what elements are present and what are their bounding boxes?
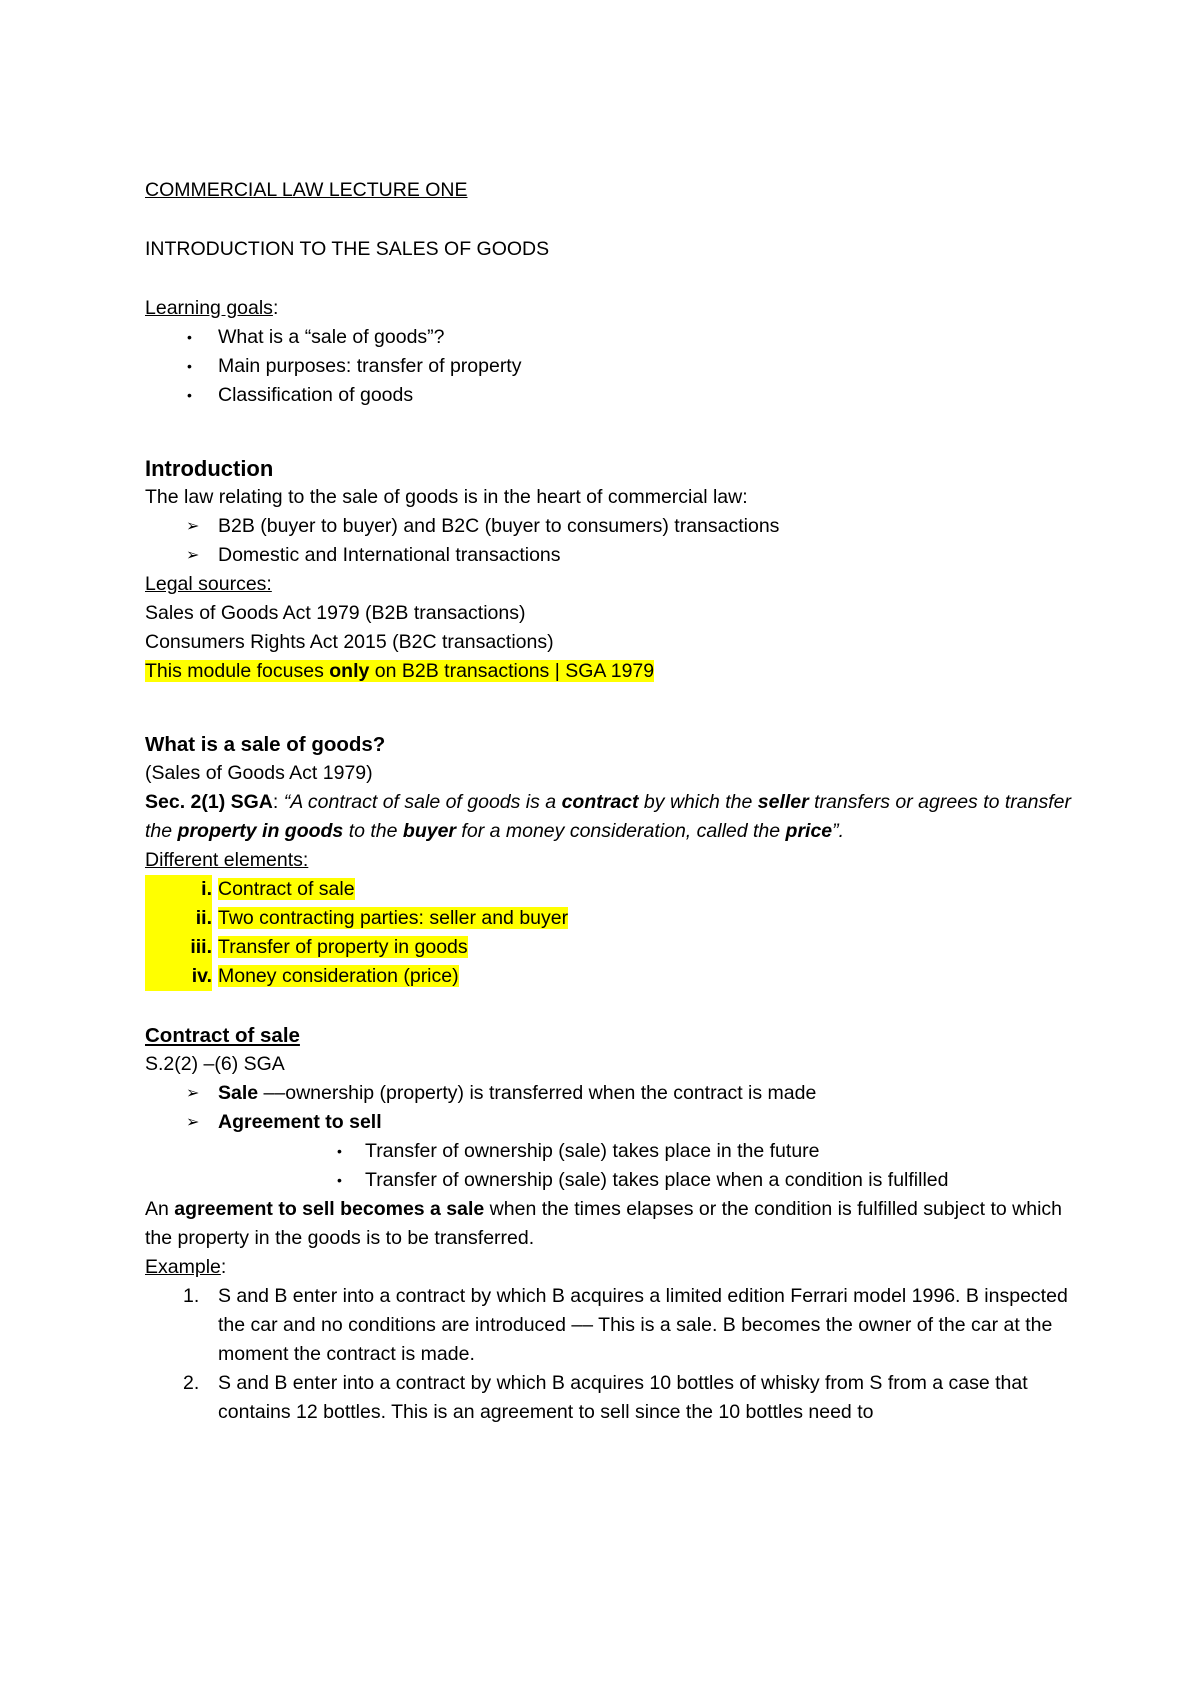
learning-goal-item: • Main purposes: transfer of property <box>145 352 1075 381</box>
bullet-icon: • <box>187 358 192 374</box>
sale-item: ➢ Sale ––ownership (property) is transferred when the contract is made <box>145 1079 1075 1108</box>
learning-goals-label: Learning goals: <box>145 297 279 319</box>
element-item: iv. Money consideration (price) <box>145 962 1075 991</box>
bullet-icon: • <box>337 1172 342 1188</box>
module-focus-note: This module focuses only on B2B transactions | SGA 1979 <box>145 660 655 682</box>
document-title: COMMERCIAL LAW LECTURE ONE <box>145 179 468 201</box>
elements-label: Different elements: <box>145 849 309 871</box>
bullet-icon: • <box>187 387 192 403</box>
learning-goal-item: • What is a “sale of goods”? <box>145 323 1075 352</box>
arrow-bullet-icon: ➢ <box>186 547 200 564</box>
arrow-bullet-icon: ➢ <box>186 1085 200 1102</box>
example-item: 1. S and B enter into a contract by which B acquires a limited edition Ferrari model 1996. B inspected the car and no conditions are introduced –– This is a sale. B becomes the owner of the car at the moment the contract is made. <box>183 1285 1068 1365</box>
bullet-icon: • <box>187 329 192 345</box>
introduction-heading: Introduction <box>145 456 274 481</box>
element-item: iii. Transfer of property in goods <box>145 933 1075 962</box>
document-content <box>145 176 1075 1427</box>
introduction-item: ➢ Domestic and International transactions <box>145 541 1075 570</box>
element-item: ii. Two contracting parties: seller and buyer <box>145 904 1075 933</box>
arrow-bullet-icon: ➢ <box>186 518 200 535</box>
introduction-item: ➢ B2B (buyer to buyer) and B2C (buyer to consumers) transactions <box>145 512 1075 541</box>
agreement-sub-item: • Transfer of ownership (sale) takes place in the future <box>145 1137 1075 1166</box>
section-definition: Sec. 2(1) SGA: “A contract of sale of goods is a contract by which the seller transfers or agrees to transfer the property in goods to the buyer for a money consideration, called the price”. <box>145 791 1071 842</box>
what-is-sale-heading: What is a sale of goods? <box>145 733 386 756</box>
section-reference: S.2(2) –(6) SGA <box>145 1053 285 1075</box>
legal-sources-label: Legal sources: <box>145 573 272 595</box>
act-reference: (Sales of Goods Act 1979) <box>145 762 373 784</box>
agreement-paragraph: An agreement to sell becomes a sale when the times elapses or the condition is fulfilled subject to which the property in the goods is to be transferred. <box>145 1198 1062 1249</box>
contract-of-sale-heading: Contract of sale <box>145 1024 300 1047</box>
legal-source: Sales of Goods Act 1979 (B2B transactions) <box>145 602 526 624</box>
element-item: i. Contract of sale <box>145 875 1075 904</box>
learning-goal-item: • Classification of goods <box>145 381 1075 410</box>
bullet-icon: • <box>337 1143 342 1159</box>
agreement-item: ➢ Agreement to sell <box>145 1108 1075 1137</box>
legal-source: Consumers Rights Act 2015 (B2C transactions) <box>145 631 554 653</box>
agreement-sub-item: • Transfer of ownership (sale) takes place when a condition is fulfilled <box>145 1166 1075 1195</box>
document-subtitle: INTRODUCTION TO THE SALES OF GOODS <box>145 238 550 260</box>
introduction-text: The law relating to the sale of goods is in the heart of commercial law: <box>145 486 748 508</box>
example-item: 2. S and B enter into a contract by which B acquires 10 bottles of whisky from S from a case that contains 12 bottles. This is an agreement to sell since the 10 bottles need to <box>183 1372 1028 1423</box>
arrow-bullet-icon: ➢ <box>186 1114 200 1131</box>
example-label: Example: <box>145 1256 227 1278</box>
